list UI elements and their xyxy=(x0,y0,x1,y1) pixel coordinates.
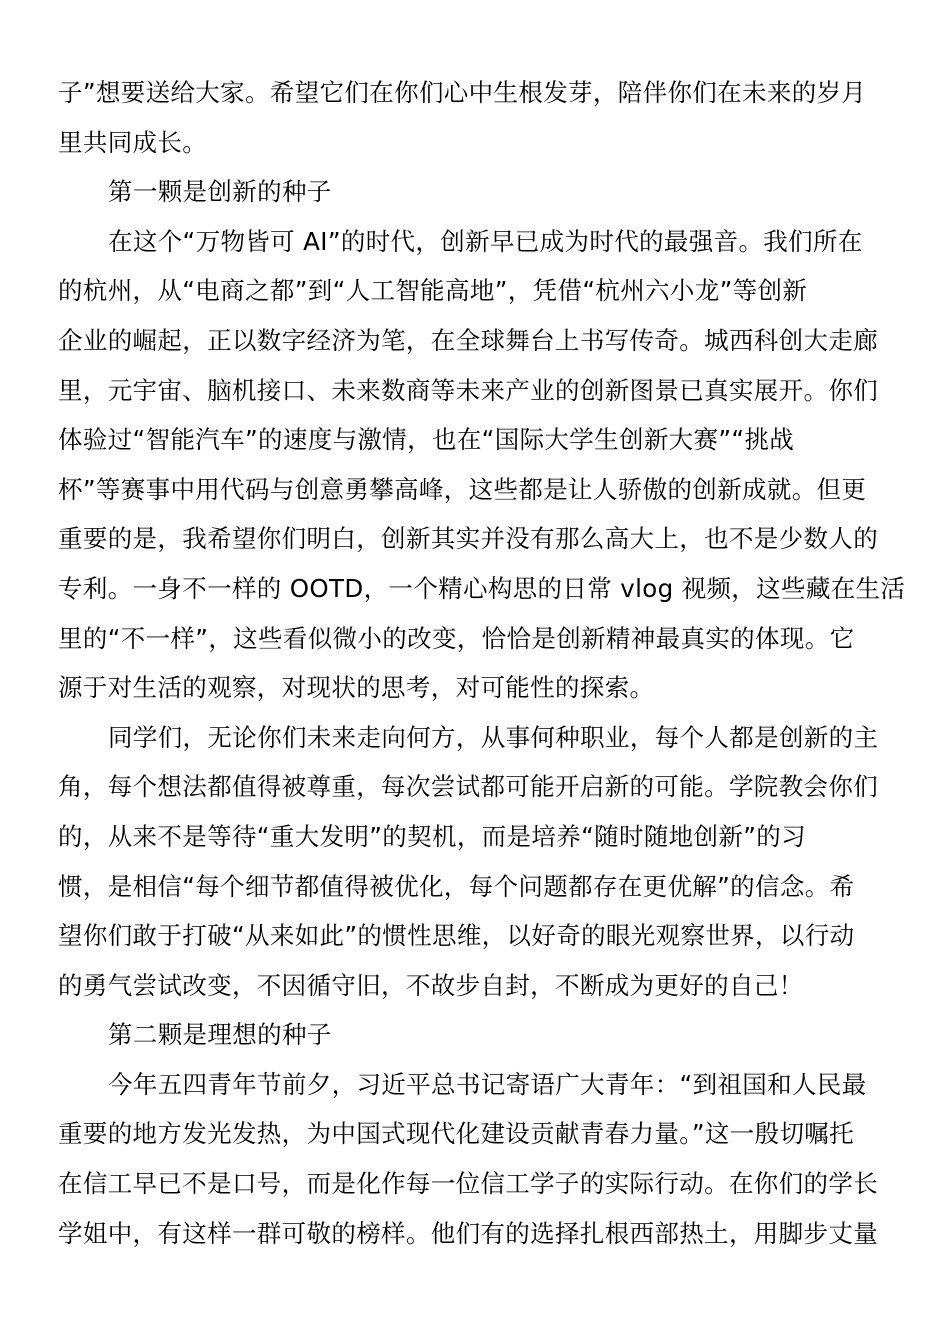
paragraph-line: 的勇气尝试改变，不因循守旧，不故步自封，不断成为更好的自己！ xyxy=(58,970,804,1000)
paragraph-line: 企业的崛起，正以数字经济为笔，在全球舞台上书写传奇。城西科创大走廊 xyxy=(58,325,879,355)
paragraph-line: 在这个“万物皆可 AI”的时代，创新早已成为时代的最强音。我们所在 xyxy=(108,226,863,256)
paragraph-line: 角，每个想法都值得被尊重，每次尝试都可能开启新的可能。学院教会你们 xyxy=(58,772,879,802)
section-heading-innovation: 第一颗是创新的种子 xyxy=(108,177,332,207)
paragraph-line: 里共同成长。 xyxy=(58,127,208,157)
paragraph-line: 今年五四青年节前夕，习近平总书记寄语广大青年：“到祖国和人民最 xyxy=(108,1069,867,1099)
paragraph-line: 体验过“智能汽车”的速度与激情，也在“国际大学生创新大赛”“挑战 xyxy=(58,425,795,455)
section-heading-ideal: 第二颗是理想的种子 xyxy=(108,1020,332,1050)
paragraph-line: 的杭州，从“电商之都”到“人工智能高地”，凭借“杭州六小龙”等创新 xyxy=(58,276,808,306)
paragraph-line: 里，元宇宙、脑机接口、未来数商等未来产业的创新图景已真实展开。你们 xyxy=(58,375,879,405)
document-body xyxy=(58,68,906,1258)
paragraph-line: 源于对生活的观察，对现状的思考，对可能性的探索。 xyxy=(58,673,655,703)
paragraph-line: 专利。一身不一样的 OOTD，一个精心构思的日常 vlog 视频，这些藏在生活 xyxy=(58,573,906,603)
paragraph-line: 子”想要送给大家。希望它们在你们心中生根发芽，陪伴你们在未来的岁月 xyxy=(58,78,867,107)
paragraph-line: 在信工早已不是口号，而是化作每一位信工学子的实际行动。在你们的学长 xyxy=(58,1169,879,1199)
paragraph-line: 杯”等赛事中用代码与创意勇攀高峰，这些都是让人骄傲的创新成就。但更 xyxy=(58,474,867,504)
paragraph-line: 同学们，无论你们未来走向何方，从事何种职业，每个人都是创新的主 xyxy=(108,722,879,752)
paragraph-line: 重要的是，我希望你们明白，创新其实并没有那么高大上，也不是少数人的 xyxy=(58,524,879,554)
paragraph-line: 里的“不一样”，这些看似微小的改变，恰恰是创新精神最真实的体现。它 xyxy=(58,623,855,653)
paragraph-line: 望你们敢于打破“从来如此”的惯性思维，以好奇的眼光观察世界，以行动 xyxy=(58,921,855,951)
paragraph-line: 学姐中，有这样一群可敬的榜样。他们有的选择扎根西部热土，用脚步丈量 xyxy=(58,1218,879,1248)
paragraph-line: 重要的地方发光发热，为中国式现代化建设贡献青春力量。”这一殷切嘱托 xyxy=(58,1119,854,1149)
paragraph-line: 的，从来不是等待“重大发明”的契机，而是培养“随时随地创新”的习 xyxy=(58,821,806,851)
paragraph-line: 惯，是相信“每个细节都值得被优化，每个问题都存在更优解”的信念。希 xyxy=(58,871,855,901)
